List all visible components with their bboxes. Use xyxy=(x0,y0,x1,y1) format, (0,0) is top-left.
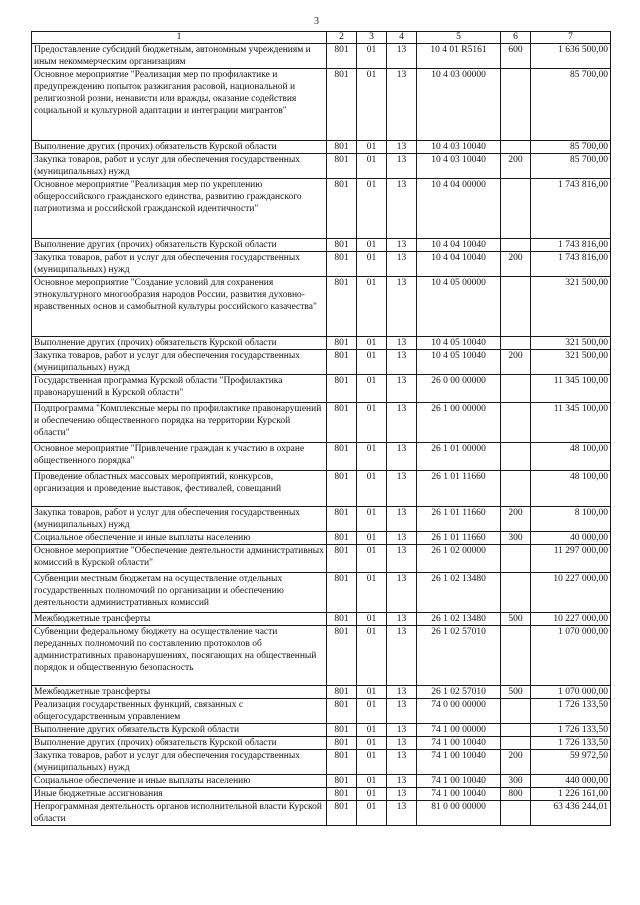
row-name-cell: Проведение областных массовых мероприятий, конкурсов, организация и проведение выставок, фестивалей, совещаний xyxy=(32,471,327,507)
expense-type-cell xyxy=(501,277,531,337)
amount-cell: 63 436 244,01 xyxy=(531,801,611,826)
target-article-cell: 74 1 00 10040 xyxy=(417,788,501,801)
section-code-cell: 01 xyxy=(357,686,387,699)
table-body xyxy=(32,44,611,826)
table-row xyxy=(32,350,611,375)
table-row xyxy=(32,613,611,626)
table-row xyxy=(32,471,611,507)
expense-type-cell xyxy=(501,179,531,239)
section-code-cell: 01 xyxy=(357,239,387,252)
section-code-cell: 01 xyxy=(357,750,387,775)
table-row xyxy=(32,443,611,471)
subsection-code-cell: 13 xyxy=(387,750,417,775)
subsection-code-cell: 13 xyxy=(387,471,417,507)
section-code-cell: 01 xyxy=(357,699,387,724)
ministry-code-cell: 801 xyxy=(327,471,357,507)
amount-cell: 1 726 133,50 xyxy=(531,724,611,737)
expense-type-cell xyxy=(501,403,531,443)
subsection-code-cell: 13 xyxy=(387,613,417,626)
expense-type-cell: 300 xyxy=(501,532,531,545)
ministry-code-cell: 801 xyxy=(327,375,357,403)
row-name-cell: Государственная программа Курской области "Профилактика правонарушений в Курской области" xyxy=(32,375,327,403)
target-article-cell: 74 1 00 00000 xyxy=(417,724,501,737)
expense-type-cell: 300 xyxy=(501,775,531,788)
table-row xyxy=(32,375,611,403)
target-article-cell: 10 4 05 10040 xyxy=(417,350,501,375)
expense-type-cell xyxy=(501,239,531,252)
amount-cell: 1 726 133,50 xyxy=(531,699,611,724)
expense-type-cell xyxy=(501,699,531,724)
section-code-cell: 01 xyxy=(357,532,387,545)
row-name-cell: Непрограммная деятельность органов исполнительной власти Курской области xyxy=(32,801,327,826)
ministry-code-cell: 801 xyxy=(327,626,357,686)
ministry-code-cell: 801 xyxy=(327,545,357,573)
amount-cell: 85 700,00 xyxy=(531,154,611,179)
ministry-code-cell: 801 xyxy=(327,337,357,350)
table-row xyxy=(32,801,611,826)
row-name-cell: Выполнение других (прочих) обязательств Курской области xyxy=(32,239,327,252)
row-name-cell: Иные бюджетные ассигнования xyxy=(32,788,327,801)
section-code-cell: 01 xyxy=(357,788,387,801)
amount-cell: 10 227 000,00 xyxy=(531,613,611,626)
section-code-cell: 01 xyxy=(357,471,387,507)
expense-type-cell xyxy=(501,801,531,826)
subsection-code-cell: 13 xyxy=(387,626,417,686)
target-article-cell: 26 1 02 57010 xyxy=(417,626,501,686)
row-name-cell: Основное мероприятие "Создание условий для сохранения этнокультурного многообразия народов России, развития духовно-нравственных основ и самобытной культуры российского казачества" xyxy=(32,277,327,337)
table-row xyxy=(32,699,611,724)
row-name-cell: Социальное обеспечение и иные выплаты населению xyxy=(32,532,327,545)
amount-cell: 11 297 000,00 xyxy=(531,545,611,573)
section-code-cell: 01 xyxy=(357,179,387,239)
section-code-cell: 01 xyxy=(357,613,387,626)
section-code-cell: 01 xyxy=(357,350,387,375)
row-name-cell: Выполнение других (прочих) обязательств Курской области xyxy=(32,737,327,750)
row-name-cell: Реализация государственных функций, связанных с общегосударственным управлением xyxy=(32,699,327,724)
amount-cell: 1 743 816,00 xyxy=(531,179,611,239)
target-article-cell: 26 1 02 57010 xyxy=(417,686,501,699)
target-article-cell: 10 4 04 10040 xyxy=(417,252,501,277)
target-article-cell: 74 1 00 10040 xyxy=(417,775,501,788)
expense-type-cell xyxy=(501,375,531,403)
table-row xyxy=(32,532,611,545)
expense-type-cell: 200 xyxy=(501,154,531,179)
ministry-code-cell: 801 xyxy=(327,573,357,613)
table-row xyxy=(32,277,611,337)
table-row xyxy=(32,788,611,801)
row-name-cell: Выполнение других (прочих) обязательств Курской области xyxy=(32,337,327,350)
amount-cell: 48 100,00 xyxy=(531,443,611,471)
target-article-cell: 26 0 00 00000 xyxy=(417,375,501,403)
table-row xyxy=(32,403,611,443)
row-name-cell: Основное мероприятие "Обеспечение деятельности административных комиссий в Курской области" xyxy=(32,545,327,573)
row-name-cell: Закупка товаров, работ и услуг для обеспечения государственных (муниципальных) нужд xyxy=(32,750,327,775)
amount-cell: 40 000,00 xyxy=(531,532,611,545)
section-code-cell: 01 xyxy=(357,724,387,737)
target-article-cell: 26 1 01 11660 xyxy=(417,471,501,507)
amount-cell: 85 700,00 xyxy=(531,69,611,141)
row-name-cell: Социальное обеспечение и иные выплаты населению xyxy=(32,775,327,788)
ministry-code-cell: 801 xyxy=(327,141,357,154)
section-code-cell: 01 xyxy=(357,69,387,141)
row-name-cell: Основное мероприятие "Реализация мер по профилактике и предупреждению попыток разжигания расовой, национальной и религиозной розни, ненависти или вражды, оказание содействия социальной и культурной адаптации и интеграции мигрантов" xyxy=(32,69,327,141)
row-name-cell: Выполнение других обязательств Курской области xyxy=(32,724,327,737)
expense-type-cell xyxy=(501,141,531,154)
table-row xyxy=(32,337,611,350)
row-name-cell: Межбюджетные трансферты xyxy=(32,613,327,626)
amount-cell: 321 500,00 xyxy=(531,277,611,337)
row-name-cell: Субвенции местным бюджетам на осуществление отдельных государственных полномочий по организации и обеспечению деятельности административных комиссий xyxy=(32,573,327,613)
target-article-cell: 10 4 03 10040 xyxy=(417,141,501,154)
target-article-cell: 26 1 01 11660 xyxy=(417,532,501,545)
ministry-code-cell: 801 xyxy=(327,724,357,737)
table-row xyxy=(32,686,611,699)
ministry-code-cell: 801 xyxy=(327,179,357,239)
table-row xyxy=(32,69,611,141)
table-row xyxy=(32,545,611,573)
page-number: 3 xyxy=(314,16,319,27)
subsection-code-cell: 13 xyxy=(387,686,417,699)
column-number-row xyxy=(32,32,611,44)
section-code-cell: 01 xyxy=(357,507,387,532)
subsection-code-cell: 13 xyxy=(387,801,417,826)
subsection-code-cell: 13 xyxy=(387,179,417,239)
target-article-cell: 26 1 02 13480 xyxy=(417,613,501,626)
subsection-code-cell: 13 xyxy=(387,532,417,545)
ministry-code-cell: 801 xyxy=(327,788,357,801)
amount-cell: 1 070 000,00 xyxy=(531,626,611,686)
expense-type-cell xyxy=(501,573,531,613)
subsection-code-cell: 13 xyxy=(387,507,417,532)
amount-cell: 1 743 816,00 xyxy=(531,239,611,252)
ministry-code-cell: 801 xyxy=(327,750,357,775)
target-article-cell: 26 1 02 00000 xyxy=(417,545,501,573)
target-article-cell: 10 4 04 10040 xyxy=(417,239,501,252)
target-article-cell: 74 1 00 10040 xyxy=(417,737,501,750)
expense-type-cell xyxy=(501,626,531,686)
expense-type-cell xyxy=(501,443,531,471)
table-row xyxy=(32,775,611,788)
expense-type-cell xyxy=(501,337,531,350)
subsection-code-cell: 13 xyxy=(387,277,417,337)
table-row xyxy=(32,179,611,239)
expense-type-cell: 600 xyxy=(501,44,531,69)
subsection-code-cell: 13 xyxy=(387,545,417,573)
expense-type-cell: 200 xyxy=(501,350,531,375)
ministry-code-cell: 801 xyxy=(327,686,357,699)
target-article-cell: 26 1 01 00000 xyxy=(417,443,501,471)
section-code-cell: 01 xyxy=(357,545,387,573)
expense-type-cell: 200 xyxy=(501,750,531,775)
amount-cell: 11 345 100,00 xyxy=(531,375,611,403)
budget-allocation-table xyxy=(31,31,611,826)
column-header: 5 xyxy=(417,32,501,44)
target-article-cell: 74 1 00 10040 xyxy=(417,750,501,775)
ministry-code-cell: 801 xyxy=(327,403,357,443)
section-code-cell: 01 xyxy=(357,573,387,613)
column-header: 6 xyxy=(501,32,531,44)
subsection-code-cell: 13 xyxy=(387,154,417,179)
column-header: 3 xyxy=(357,32,387,44)
subsection-code-cell: 13 xyxy=(387,775,417,788)
subsection-code-cell: 13 xyxy=(387,69,417,141)
section-code-cell: 01 xyxy=(357,403,387,443)
amount-cell: 11 345 100,00 xyxy=(531,403,611,443)
expense-type-cell xyxy=(501,545,531,573)
row-name-cell: Межбюджетные трансферты xyxy=(32,686,327,699)
row-name-cell: Закупка товаров, работ и услуг для обеспечения государственных (муниципальных) нужд xyxy=(32,507,327,532)
section-code-cell: 01 xyxy=(357,141,387,154)
ministry-code-cell: 801 xyxy=(327,532,357,545)
section-code-cell: 01 xyxy=(357,154,387,179)
ministry-code-cell: 801 xyxy=(327,350,357,375)
section-code-cell: 01 xyxy=(357,277,387,337)
subsection-code-cell: 13 xyxy=(387,141,417,154)
amount-cell: 1 226 161,00 xyxy=(531,788,611,801)
table-row xyxy=(32,626,611,686)
table-row xyxy=(32,724,611,737)
table-row xyxy=(32,737,611,750)
amount-cell: 10 227 000,00 xyxy=(531,573,611,613)
subsection-code-cell: 13 xyxy=(387,443,417,471)
subsection-code-cell: 13 xyxy=(387,573,417,613)
target-article-cell: 10 4 05 10040 xyxy=(417,337,501,350)
subsection-code-cell: 13 xyxy=(387,737,417,750)
ministry-code-cell: 801 xyxy=(327,69,357,141)
section-code-cell: 01 xyxy=(357,626,387,686)
column-header: 2 xyxy=(327,32,357,44)
target-article-cell: 26 1 02 13480 xyxy=(417,573,501,613)
target-article-cell: 10 4 03 10040 xyxy=(417,154,501,179)
ministry-code-cell: 801 xyxy=(327,443,357,471)
subsection-code-cell: 13 xyxy=(387,724,417,737)
table-row xyxy=(32,239,611,252)
expense-type-cell: 200 xyxy=(501,507,531,532)
row-name-cell: Закупка товаров, работ и услуг для обеспечения государственных (муниципальных) нужд xyxy=(32,350,327,375)
ministry-code-cell: 801 xyxy=(327,613,357,626)
subsection-code-cell: 13 xyxy=(387,699,417,724)
amount-cell: 59 972,50 xyxy=(531,750,611,775)
ministry-code-cell: 801 xyxy=(327,801,357,826)
subsection-code-cell: 13 xyxy=(387,403,417,443)
ministry-code-cell: 801 xyxy=(327,699,357,724)
target-article-cell: 26 1 00 00000 xyxy=(417,403,501,443)
expense-type-cell: 500 xyxy=(501,613,531,626)
expense-type-cell xyxy=(501,69,531,141)
section-code-cell: 01 xyxy=(357,737,387,750)
table-row xyxy=(32,141,611,154)
ministry-code-cell: 801 xyxy=(327,252,357,277)
column-header: 7 xyxy=(531,32,611,44)
amount-cell: 85 700,00 xyxy=(531,141,611,154)
section-code-cell: 01 xyxy=(357,443,387,471)
row-name-cell: Выполнение других (прочих) обязательств Курской области xyxy=(32,141,327,154)
row-name-cell: Закупка товаров, работ и услуг для обеспечения государственных (муниципальных) нужд xyxy=(32,154,327,179)
row-name-cell: Предоставление субсидий бюджетным, автономным учреждениям и иным некоммерческим организациям xyxy=(32,44,327,69)
expense-type-cell xyxy=(501,737,531,750)
subsection-code-cell: 13 xyxy=(387,788,417,801)
row-name-cell: Закупка товаров, работ и услуг для обеспечения государственных (муниципальных) нужд xyxy=(32,252,327,277)
amount-cell: 1 726 133,50 xyxy=(531,737,611,750)
ministry-code-cell: 801 xyxy=(327,44,357,69)
target-article-cell: 81 0 00 00000 xyxy=(417,801,501,826)
table-row xyxy=(32,750,611,775)
subsection-code-cell: 13 xyxy=(387,350,417,375)
table-row xyxy=(32,507,611,532)
target-article-cell: 10 4 03 00000 xyxy=(417,69,501,141)
amount-cell: 440 000,00 xyxy=(531,775,611,788)
amount-cell: 1 636 500,00 xyxy=(531,44,611,69)
subsection-code-cell: 13 xyxy=(387,239,417,252)
ministry-code-cell: 801 xyxy=(327,154,357,179)
section-code-cell: 01 xyxy=(357,44,387,69)
section-code-cell: 01 xyxy=(357,252,387,277)
subsection-code-cell: 13 xyxy=(387,375,417,403)
expense-type-cell: 800 xyxy=(501,788,531,801)
ministry-code-cell: 801 xyxy=(327,507,357,532)
ministry-code-cell: 801 xyxy=(327,737,357,750)
amount-cell: 321 500,00 xyxy=(531,350,611,375)
amount-cell: 8 100,00 xyxy=(531,507,611,532)
subsection-code-cell: 13 xyxy=(387,337,417,350)
table-row xyxy=(32,154,611,179)
table-row xyxy=(32,573,611,613)
amount-cell: 48 100,00 xyxy=(531,471,611,507)
target-article-cell: 10 4 04 00000 xyxy=(417,179,501,239)
section-code-cell: 01 xyxy=(357,775,387,788)
expense-type-cell xyxy=(501,724,531,737)
subsection-code-cell: 13 xyxy=(387,44,417,69)
table-row xyxy=(32,252,611,277)
target-article-cell: 10 4 05 00000 xyxy=(417,277,501,337)
row-name-cell: Подпрограмма "Комплексные меры по профилактике правонарушений и обеспечению общественного порядка на территории Курской области" xyxy=(32,403,327,443)
row-name-cell: Основное мероприятие "Привлечение граждан к участию в охране общественного порядка" xyxy=(32,443,327,471)
amount-cell: 1 070 000,00 xyxy=(531,686,611,699)
ministry-code-cell: 801 xyxy=(327,277,357,337)
section-code-cell: 01 xyxy=(357,375,387,403)
column-header: 4 xyxy=(387,32,417,44)
target-article-cell: 74 0 00 00000 xyxy=(417,699,501,724)
section-code-cell: 01 xyxy=(357,337,387,350)
subsection-code-cell: 13 xyxy=(387,252,417,277)
expense-type-cell: 200 xyxy=(501,252,531,277)
target-article-cell: 26 1 01 11660 xyxy=(417,507,501,532)
ministry-code-cell: 801 xyxy=(327,239,357,252)
target-article-cell: 10 4 01 R5161 xyxy=(417,44,501,69)
amount-cell: 321 500,00 xyxy=(531,337,611,350)
row-name-cell: Основное мероприятие "Реализация мер по укреплению общероссийского гражданского единства, развитию гражданского патриотизма и российской гражданской идентичности" xyxy=(32,179,327,239)
section-code-cell: 01 xyxy=(357,801,387,826)
table-row xyxy=(32,44,611,69)
column-header: 1 xyxy=(32,32,327,44)
ministry-code-cell: 801 xyxy=(327,775,357,788)
row-name-cell: Субвенции федеральному бюджету на осуществление части переданных полномочий по составлению протоколов об административных правонарушениях, посягающих на общественный порядок и общественную безопасность xyxy=(32,626,327,686)
amount-cell: 1 743 816,00 xyxy=(531,252,611,277)
expense-type-cell: 500 xyxy=(501,686,531,699)
expense-type-cell xyxy=(501,471,531,507)
